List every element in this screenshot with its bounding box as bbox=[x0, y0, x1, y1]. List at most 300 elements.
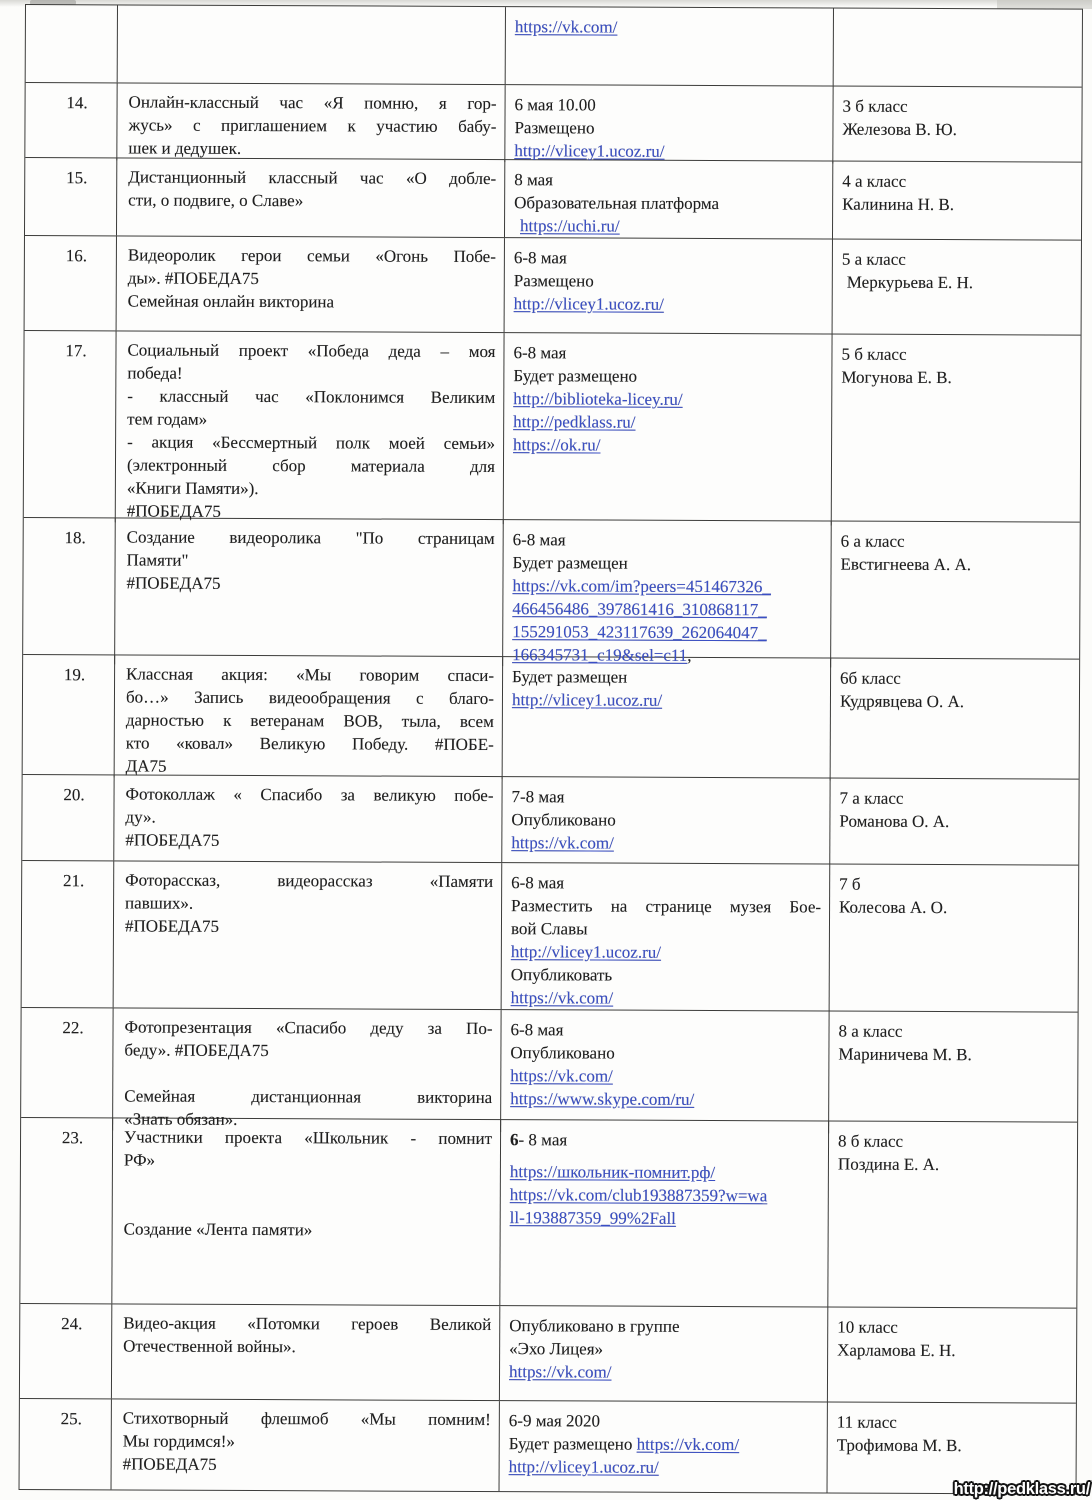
placement-cell bbox=[506, 7, 834, 85]
row-number-cell bbox=[20, 1399, 112, 1489]
text-span: - классный час «Поклонимся Великим bbox=[127, 386, 496, 408]
text-line bbox=[511, 894, 821, 918]
text-line bbox=[512, 665, 822, 689]
text-line bbox=[514, 214, 824, 238]
row-number-cell bbox=[22, 861, 115, 1007]
text-span: Евстигнеева А. А. bbox=[840, 554, 972, 575]
text-line bbox=[512, 574, 822, 598]
row-number: 15. bbox=[66, 168, 88, 188]
row-number-cell bbox=[23, 518, 116, 664]
text-span: 6 мая 10.00 bbox=[514, 95, 596, 115]
url-link[interactable]: http://vlicey1.ucoz.ru/ bbox=[514, 141, 665, 161]
text-span: 8 мая bbox=[514, 170, 554, 190]
text-line bbox=[513, 528, 823, 552]
text-span: 6б класс bbox=[840, 668, 901, 688]
text-line bbox=[510, 1160, 820, 1184]
text-span: 8 а класс bbox=[838, 1021, 903, 1041]
text-line bbox=[513, 364, 823, 388]
text-span: (электронный сбор материала для bbox=[126, 455, 496, 477]
text-line bbox=[125, 891, 493, 916]
table-row bbox=[20, 1399, 1076, 1494]
table-row bbox=[20, 1118, 1077, 1309]
text-span: Могунова Е. В. bbox=[841, 367, 952, 388]
text-span: Железова В. Ю. bbox=[842, 119, 957, 140]
text-span: Фотоколлаж « Спасибо за великую побе- bbox=[125, 784, 494, 806]
row-number: 20. bbox=[63, 785, 85, 805]
text-span: Памяти" bbox=[126, 550, 189, 570]
url-link[interactable]: ll-193887359_99%2Fall bbox=[509, 1208, 676, 1229]
text-span: шек и дедушек. bbox=[128, 138, 242, 158]
text-line bbox=[126, 685, 494, 710]
row-number: 16. bbox=[65, 246, 88, 266]
class-teacher-cell bbox=[830, 779, 1080, 865]
blank-line bbox=[124, 1171, 492, 1219]
text-span: #ПОБЕДА75 bbox=[124, 916, 220, 936]
row-number-cell bbox=[25, 158, 117, 235]
text-line bbox=[126, 731, 494, 756]
text-span: 6-8 мая bbox=[512, 530, 566, 550]
url-link[interactable]: https://ok.ru/ bbox=[513, 435, 601, 455]
text-line bbox=[838, 1020, 1071, 1044]
text-line bbox=[510, 1018, 820, 1042]
text-line bbox=[127, 384, 495, 409]
event-cell bbox=[113, 1008, 502, 1132]
text-span: - 8 мая bbox=[518, 1130, 568, 1150]
text-span: бо…» Запись видеообращения с благо- bbox=[125, 687, 495, 709]
event-cell bbox=[117, 236, 505, 332]
url-link[interactable]: http://vlicey1.ucoz.ru/ bbox=[511, 690, 663, 710]
text-line bbox=[510, 1064, 820, 1088]
text-span: Размещено bbox=[514, 118, 595, 138]
url-link[interactable]: http://vlicey1.ucoz.ru/ bbox=[508, 1457, 659, 1477]
row-number-cell bbox=[20, 1304, 112, 1398]
url-link[interactable]: https://vk.com/ bbox=[508, 1362, 612, 1382]
placement-cell bbox=[505, 85, 833, 163]
text-span: сти, о подвиге, о Славе» bbox=[128, 190, 304, 211]
class-teacher-cell bbox=[833, 162, 1083, 240]
row-number: 23. bbox=[61, 1128, 84, 1148]
placement-cell bbox=[503, 520, 832, 667]
text-span: 6-8 мая bbox=[510, 1020, 564, 1040]
event-cell bbox=[114, 861, 503, 1009]
class-teacher-cell bbox=[828, 1122, 1079, 1308]
class-teacher-cell bbox=[832, 335, 1083, 527]
text-span: Дистанционный классный час «О добле- bbox=[128, 167, 497, 189]
text-span: Колесова А. О. bbox=[839, 897, 948, 918]
text-line bbox=[125, 805, 493, 830]
text-line bbox=[126, 571, 494, 596]
text-line bbox=[509, 1409, 819, 1433]
url-link[interactable]: http://pedklass.ru/ bbox=[513, 412, 636, 432]
row-number-cell bbox=[26, 5, 118, 82]
text-span: Опубликовано bbox=[511, 810, 616, 830]
text-line bbox=[124, 1084, 492, 1109]
text-span: 3 б класс bbox=[842, 96, 908, 116]
text-line bbox=[127, 338, 495, 363]
text-line bbox=[125, 868, 493, 893]
text-line bbox=[127, 525, 495, 550]
event-cell bbox=[115, 518, 504, 666]
table-row bbox=[23, 518, 1080, 665]
text-span: Опубликовано bbox=[510, 1043, 615, 1063]
text-line bbox=[514, 246, 824, 270]
text-line bbox=[127, 548, 495, 573]
text-span: , bbox=[687, 645, 692, 665]
row-number: 17. bbox=[65, 341, 87, 361]
row-number-cell bbox=[25, 236, 117, 330]
url-link[interactable]: https://vk.com/ bbox=[510, 988, 614, 1008]
url-link[interactable]: 166345731_c19&sel=c11 bbox=[512, 645, 688, 665]
text-span: Размещено bbox=[513, 271, 594, 291]
url-link[interactable]: 466456486_397861416_310868117_ bbox=[512, 599, 767, 620]
event-cell bbox=[112, 1118, 501, 1305]
event-cell bbox=[118, 5, 506, 84]
text-span: 11 класс bbox=[836, 1412, 897, 1432]
url-link[interactable]: http://biblioteka-licey.ru/ bbox=[513, 389, 683, 409]
text-line bbox=[839, 787, 1072, 811]
text-line bbox=[511, 831, 821, 855]
row-number: 19. bbox=[63, 665, 86, 685]
text-line bbox=[837, 1339, 1070, 1363]
text-line bbox=[511, 808, 821, 832]
url-link[interactable]: https://vk.com/im?peers=451467326_ bbox=[512, 576, 771, 597]
text-line bbox=[842, 193, 1075, 217]
text-line bbox=[123, 1452, 491, 1477]
text-line bbox=[838, 1130, 1071, 1154]
text-span: жусь» с приглашением к участию бабу- bbox=[128, 115, 497, 137]
table-row bbox=[22, 775, 1078, 866]
text-span: Мариничева М. В. bbox=[838, 1044, 972, 1065]
text-span: 4 а класс bbox=[842, 171, 907, 191]
text-span: #ПОБЕДА75 bbox=[126, 501, 221, 521]
text-line bbox=[127, 361, 495, 386]
event-cell bbox=[115, 655, 504, 779]
placement-cell bbox=[500, 1401, 828, 1492]
text-line bbox=[128, 113, 496, 138]
text-span: 7 а класс bbox=[839, 788, 904, 808]
text-line bbox=[126, 708, 494, 733]
text-line bbox=[125, 828, 493, 853]
text-span: 8 б класс bbox=[838, 1131, 904, 1151]
text-line bbox=[123, 1334, 491, 1359]
text-span: 6 а класс bbox=[840, 531, 905, 551]
text-span: «Книги Памяти»). bbox=[126, 478, 259, 499]
text-line bbox=[842, 271, 1075, 295]
text-span: павших». bbox=[125, 893, 194, 913]
text-line bbox=[509, 1432, 819, 1456]
text-line bbox=[841, 530, 1074, 554]
table-row bbox=[23, 655, 1080, 780]
text-line bbox=[839, 873, 1072, 897]
text-span: 7-8 мая bbox=[511, 787, 565, 807]
text-span: Опубликовано в группе bbox=[509, 1316, 680, 1336]
text-line bbox=[510, 1041, 820, 1065]
text-span: Трофимова М. В. bbox=[836, 1435, 962, 1456]
event-cell bbox=[117, 158, 505, 237]
text-span: Мы гордимся!» bbox=[122, 1431, 235, 1451]
class-teacher-cell bbox=[830, 865, 1081, 1012]
text-line bbox=[839, 810, 1072, 834]
text-span: дарностью к ветеранам ВОВ, тыла, всем bbox=[125, 710, 494, 732]
text-span: Отечественной войны». bbox=[123, 1336, 296, 1357]
text-span: - акция «Бессмертный полк моей семьи» bbox=[127, 432, 496, 454]
row-number-cell bbox=[20, 1118, 113, 1303]
text-span: #ПОБЕДА75 bbox=[122, 1454, 217, 1474]
text-line bbox=[842, 248, 1075, 272]
text-span: тем годам» bbox=[127, 409, 208, 429]
text-span: 5 б класс bbox=[841, 344, 907, 364]
text-span: Поздина Е. А. bbox=[837, 1154, 940, 1174]
text-span: Видеоролик герои семьи «Огонь Побе- bbox=[127, 245, 496, 267]
text-span: победа! bbox=[127, 363, 183, 383]
text-span: Классная акция: «Мы говорим спаси- bbox=[126, 664, 495, 686]
placement-cell bbox=[504, 333, 833, 525]
placement-cell bbox=[500, 1306, 828, 1401]
text-line bbox=[511, 917, 821, 941]
text-line bbox=[127, 430, 495, 455]
text-span: Фоторассказ, видеорассказ «Памяти bbox=[125, 870, 494, 892]
text-line bbox=[511, 785, 821, 809]
text-span: Создание видеоролика "По страницам bbox=[126, 527, 495, 549]
text-span: Видео-акция «Потомки героев Великой bbox=[123, 1313, 492, 1335]
url-link[interactable]: http://vlicey1.ucoz.ru/ bbox=[513, 294, 664, 314]
text-line bbox=[509, 1337, 819, 1361]
class-teacher-cell bbox=[829, 1012, 1080, 1135]
table-row bbox=[25, 158, 1081, 241]
text-line bbox=[514, 168, 824, 192]
watermark-url: http://pedklass.ru/ bbox=[953, 1480, 1090, 1498]
text-line bbox=[839, 896, 1072, 920]
table-row bbox=[25, 83, 1081, 163]
placement-cell bbox=[503, 657, 832, 780]
text-line bbox=[128, 188, 496, 213]
text-line bbox=[843, 95, 1076, 119]
text-line bbox=[128, 165, 496, 190]
text-span: #ПОБЕДА75 bbox=[126, 573, 221, 593]
text-span: Кудрявцева О. А. bbox=[839, 691, 965, 712]
text-span: Разместить на странице музея Бое- bbox=[511, 896, 822, 917]
text-line bbox=[511, 963, 821, 987]
text-line bbox=[513, 341, 823, 365]
table-row bbox=[24, 331, 1081, 523]
text-span: беду». #ПОБЕДА75 bbox=[124, 1040, 269, 1061]
class-teacher-cell bbox=[831, 659, 1082, 782]
text-line bbox=[510, 1087, 820, 1111]
text-span: ды». #ПОБЕДА75 bbox=[127, 268, 260, 289]
event-cell bbox=[117, 83, 505, 162]
text-span: Стихотворный флешмоб «Мы помним! bbox=[122, 1408, 491, 1430]
text-line bbox=[509, 1455, 819, 1479]
table-row bbox=[20, 1304, 1076, 1404]
class-teacher-cell bbox=[833, 87, 1083, 165]
url-link[interactable]: 155291053_423117639_262064047_ bbox=[512, 622, 767, 643]
class-teacher-cell bbox=[831, 522, 1082, 669]
text-line bbox=[123, 1406, 491, 1431]
text-span: Романова О. А. bbox=[839, 811, 950, 832]
text-line bbox=[511, 940, 821, 964]
text-line bbox=[515, 93, 825, 117]
text-line bbox=[128, 289, 496, 314]
text-line bbox=[512, 597, 822, 621]
text-line bbox=[838, 1153, 1071, 1177]
text-span: Социальный проект «Победа деда – моя bbox=[127, 340, 496, 362]
text-span: Семейная дистанционная викторина bbox=[124, 1086, 493, 1108]
text-span: 6 bbox=[510, 1130, 519, 1150]
text-span: «Эхо Лицея» bbox=[509, 1339, 604, 1359]
text-line bbox=[126, 782, 494, 807]
text-line bbox=[838, 1043, 1071, 1067]
text-line bbox=[513, 387, 823, 411]
table-row bbox=[25, 236, 1081, 336]
text-span: ДА75 bbox=[125, 756, 167, 776]
row-number-cell bbox=[21, 1008, 114, 1130]
text-line bbox=[513, 433, 823, 457]
class-teacher-cell bbox=[833, 240, 1083, 335]
text-span: 7 б bbox=[839, 874, 861, 894]
text-span: Участники проекта «Школьник - помнит bbox=[124, 1127, 493, 1149]
events-table bbox=[19, 4, 1083, 1495]
text-line bbox=[513, 410, 823, 434]
text-line bbox=[126, 662, 494, 687]
text-span: Калинина Н. В. bbox=[842, 194, 955, 215]
event-cell bbox=[112, 1304, 500, 1400]
url-link[interactable]: http://vlicey1.ucoz.ru/ bbox=[510, 942, 662, 962]
text-span: РФ» bbox=[123, 1150, 156, 1170]
text-line bbox=[512, 620, 822, 644]
text-line bbox=[511, 871, 821, 895]
text-line bbox=[837, 1434, 1070, 1458]
text-span: 6-8 мая bbox=[513, 343, 567, 363]
url-link[interactable]: https://vk.com/ bbox=[510, 1066, 613, 1086]
text-span: Образовательная платформа bbox=[514, 193, 720, 214]
row-number-cell bbox=[24, 331, 117, 522]
text-span: кто «ковал» Великую Победу. #ПОБЕ- bbox=[125, 733, 494, 755]
table-row bbox=[22, 861, 1079, 1013]
text-line bbox=[841, 366, 1074, 390]
text-line bbox=[515, 15, 825, 39]
text-span: Опубликовать bbox=[510, 965, 613, 985]
row-number: 25. bbox=[60, 1409, 82, 1429]
text-line bbox=[512, 688, 822, 712]
text-span: ду». bbox=[125, 807, 156, 827]
text-line bbox=[125, 914, 493, 939]
placement-cell bbox=[501, 1010, 830, 1133]
row-number: 21. bbox=[63, 871, 85, 891]
text-line bbox=[123, 1429, 491, 1454]
text-line bbox=[514, 116, 824, 140]
text-line bbox=[128, 266, 496, 291]
text-line bbox=[127, 476, 495, 501]
text-line bbox=[127, 407, 495, 432]
event-cell bbox=[116, 331, 505, 524]
text-line bbox=[837, 1316, 1070, 1340]
text-span: 6-8 мая bbox=[513, 248, 567, 268]
text-line bbox=[509, 1314, 819, 1338]
text-line bbox=[510, 1206, 820, 1230]
row-number: 14. bbox=[66, 93, 88, 113]
event-cell bbox=[114, 775, 502, 862]
row-number: 18. bbox=[64, 528, 86, 548]
text-span: #ПОБЕДА75 bbox=[125, 830, 220, 850]
class-teacher-cell bbox=[834, 9, 1084, 87]
row-number-cell bbox=[23, 655, 116, 777]
text-span: Онлайн-классный час «Я помню, я гор- bbox=[128, 92, 497, 114]
text-line bbox=[510, 1128, 820, 1152]
row-number-cell bbox=[22, 775, 114, 860]
text-span: Будет размещено bbox=[508, 1434, 637, 1454]
text-span: Семейная онлайн викторина bbox=[127, 291, 335, 312]
url-link[interactable]: https://vk.com/club193887359?w=wa bbox=[509, 1185, 768, 1206]
text-line bbox=[129, 90, 497, 115]
text-span: вой Славы bbox=[510, 919, 588, 939]
url-link[interactable]: https://школьник-помнит.рф/ bbox=[509, 1162, 716, 1183]
text-line bbox=[514, 269, 824, 293]
text-line bbox=[127, 453, 495, 478]
text-span: Фотопрезентация «Спасибо деду за По- bbox=[124, 1017, 493, 1039]
text-span: Меркурьева Е. Н. bbox=[846, 272, 974, 293]
text-line bbox=[841, 343, 1074, 367]
url-link[interactable]: https://uchi.ru/ bbox=[519, 216, 620, 236]
text-span: 5 а класс bbox=[841, 249, 906, 269]
placement-cell bbox=[505, 160, 833, 238]
text-span: Будет размещен bbox=[512, 667, 628, 687]
text-line bbox=[124, 1038, 492, 1063]
text-line bbox=[128, 243, 496, 268]
text-line bbox=[841, 553, 1074, 577]
row-number: 24. bbox=[61, 1314, 83, 1334]
placement-cell bbox=[502, 863, 831, 1010]
text-line bbox=[513, 551, 823, 575]
text-span: Будет размещено bbox=[513, 366, 638, 386]
text-line bbox=[837, 1411, 1070, 1435]
text-line bbox=[842, 118, 1075, 142]
text-span: 6-9 мая 2020 bbox=[508, 1411, 601, 1431]
text-line bbox=[128, 136, 496, 161]
text-line bbox=[510, 1183, 820, 1207]
text-line bbox=[509, 1360, 819, 1384]
text-line bbox=[514, 191, 824, 215]
row-number-cell bbox=[25, 83, 117, 160]
text-line bbox=[842, 170, 1075, 194]
event-cell bbox=[112, 1399, 500, 1491]
text-span: «Знать обязан». bbox=[124, 1109, 238, 1129]
placement-cell bbox=[505, 238, 833, 333]
text-span: 6-8 мая bbox=[511, 873, 565, 893]
text-line bbox=[124, 1015, 492, 1040]
placement-cell bbox=[502, 777, 830, 863]
text-span: 10 класс bbox=[837, 1317, 898, 1337]
url-link[interactable]: https://vk.com/ bbox=[514, 17, 618, 37]
table-row bbox=[21, 1008, 1077, 1129]
table-row bbox=[26, 5, 1082, 88]
text-line bbox=[124, 1125, 492, 1150]
text-span: Будет размещен bbox=[512, 553, 628, 573]
blank-line bbox=[124, 1061, 492, 1086]
text-line bbox=[123, 1311, 491, 1336]
row-number: 22. bbox=[62, 1018, 84, 1038]
text-span: Харламова Е. Н. bbox=[837, 1340, 956, 1361]
text-line bbox=[840, 667, 1073, 691]
text-span: Создание «Лента памяти» bbox=[123, 1219, 313, 1240]
text-line bbox=[840, 690, 1073, 714]
url-link[interactable]: https://vk.com/ bbox=[511, 833, 614, 853]
url-link[interactable]: https://www.skype.com/ru/ bbox=[510, 1089, 695, 1109]
class-teacher-cell bbox=[828, 1308, 1078, 1403]
url-link[interactable]: https://vk.com/ bbox=[636, 1434, 740, 1455]
text-line bbox=[124, 1148, 492, 1173]
text-line bbox=[511, 986, 821, 1010]
placement-cell bbox=[500, 1120, 829, 1306]
